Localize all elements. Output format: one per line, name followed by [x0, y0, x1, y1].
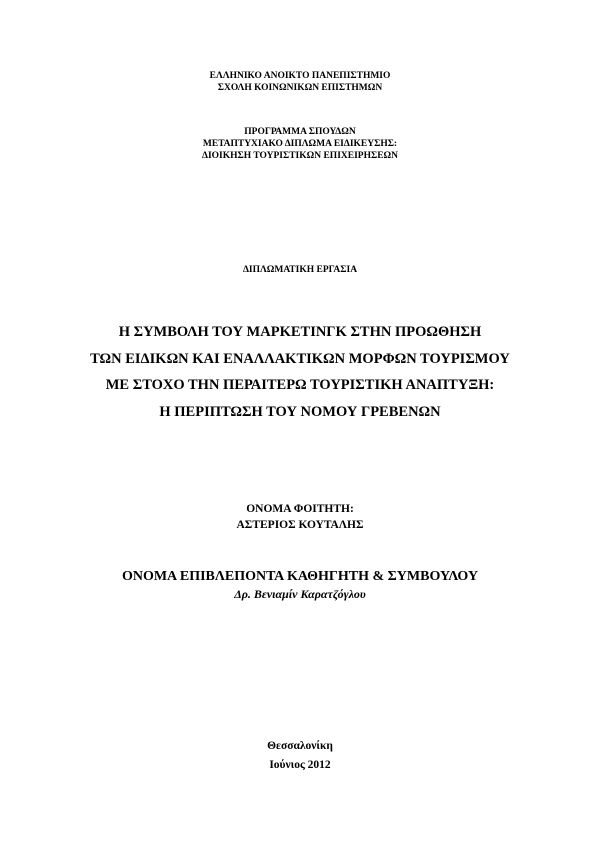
program-line-2: ΜΕΤΑΠΤΥΧΙΑΚΟ ΔΙΠΛΩΜΑ ΕΙΔΙΚΕΥΣΗΣ: [202, 139, 398, 149]
thesis-label-text: ΔΙΠΛΩΜΑΤΙΚΗ ΕΡΓΑΣΙΑ [242, 265, 358, 275]
program-line-1: ΠΡΟΓΡΑΜΜΑ ΣΠΟΥΔΩΝ [244, 127, 356, 137]
university-name: ΕΛΛΗΝΙΚΟ ΑΝΟΙΚΤΟ ΠΑΝΕΠΙΣΤΗΜΙΟ [209, 71, 391, 81]
student-name: ΑΣΤΕΡΙΟΣ ΚΟΥΤΑΛΗΣ [236, 519, 364, 531]
title-line-2: ΤΩΝ ΕΙΔΙΚΩΝ ΚΑΙ ΕΝΑΛΛΑΚΤΙΚΩΝ ΜΟΡΦΩΝ ΤΟΥΡΙΣΜΟΥ [90, 350, 510, 367]
program-line-3: ΔΙΟΙΚΗΣΗ ΤΟΥΡΙΣΤΙΚΩΝ ΕΠΙΧΕΙΡΗΣΕΩΝ [202, 151, 398, 161]
program-info [0, 126, 600, 162]
student-label: ΟΝΟΜΑ ΦΟΙΤΗΤΗ: [246, 503, 354, 515]
supervisor-name: Δρ. Βενιαμίν Καρατζόγλου [234, 587, 366, 601]
submission-date: Ιούνιος 2012 [269, 759, 331, 771]
place-and-date [0, 737, 600, 775]
thesis-type-label [0, 264, 600, 276]
supervisor-label: ΟΝΟΜΑ ΕΠΙΒΛΕΠΟΝΤΑ ΚΑΘΗΓΗΤΗ & ΣΥΜΒΟΥΛΟΥ [121, 569, 479, 584]
supervisor-info [0, 568, 600, 603]
student-info [0, 501, 600, 533]
thesis-title [0, 319, 600, 425]
institution-header [0, 70, 600, 94]
school-name: ΣΧΟΛΗ ΚΟΙΝΩΝΙΚΩΝ ΕΠΙΣΤΗΜΩΝ [217, 83, 383, 93]
title-line-1: Η ΣΥΜΒΟΛΗ ΤΟΥ ΜΑΡΚΕΤΙΝΓΚ ΣΤΗΝ ΠΡΟΩΘΗΣΗ [118, 324, 482, 340]
city-name: Θεσσαλονίκη [267, 740, 333, 752]
title-line-4: Η ΠΕΡΙΠΤΩΣΗ ΤΟΥ ΝΟΜΟΥ ΓΡΕΒΕΝΩΝ [159, 403, 441, 420]
title-line-3: ΜΕ ΣΤΟΧΟ ΤΗΝ ΠΕΡΑΙΤΕΡΩ ΤΟΥΡΙΣΤΙΚΗ ΑΝΑΠΤΥΞΗ: [105, 377, 495, 393]
